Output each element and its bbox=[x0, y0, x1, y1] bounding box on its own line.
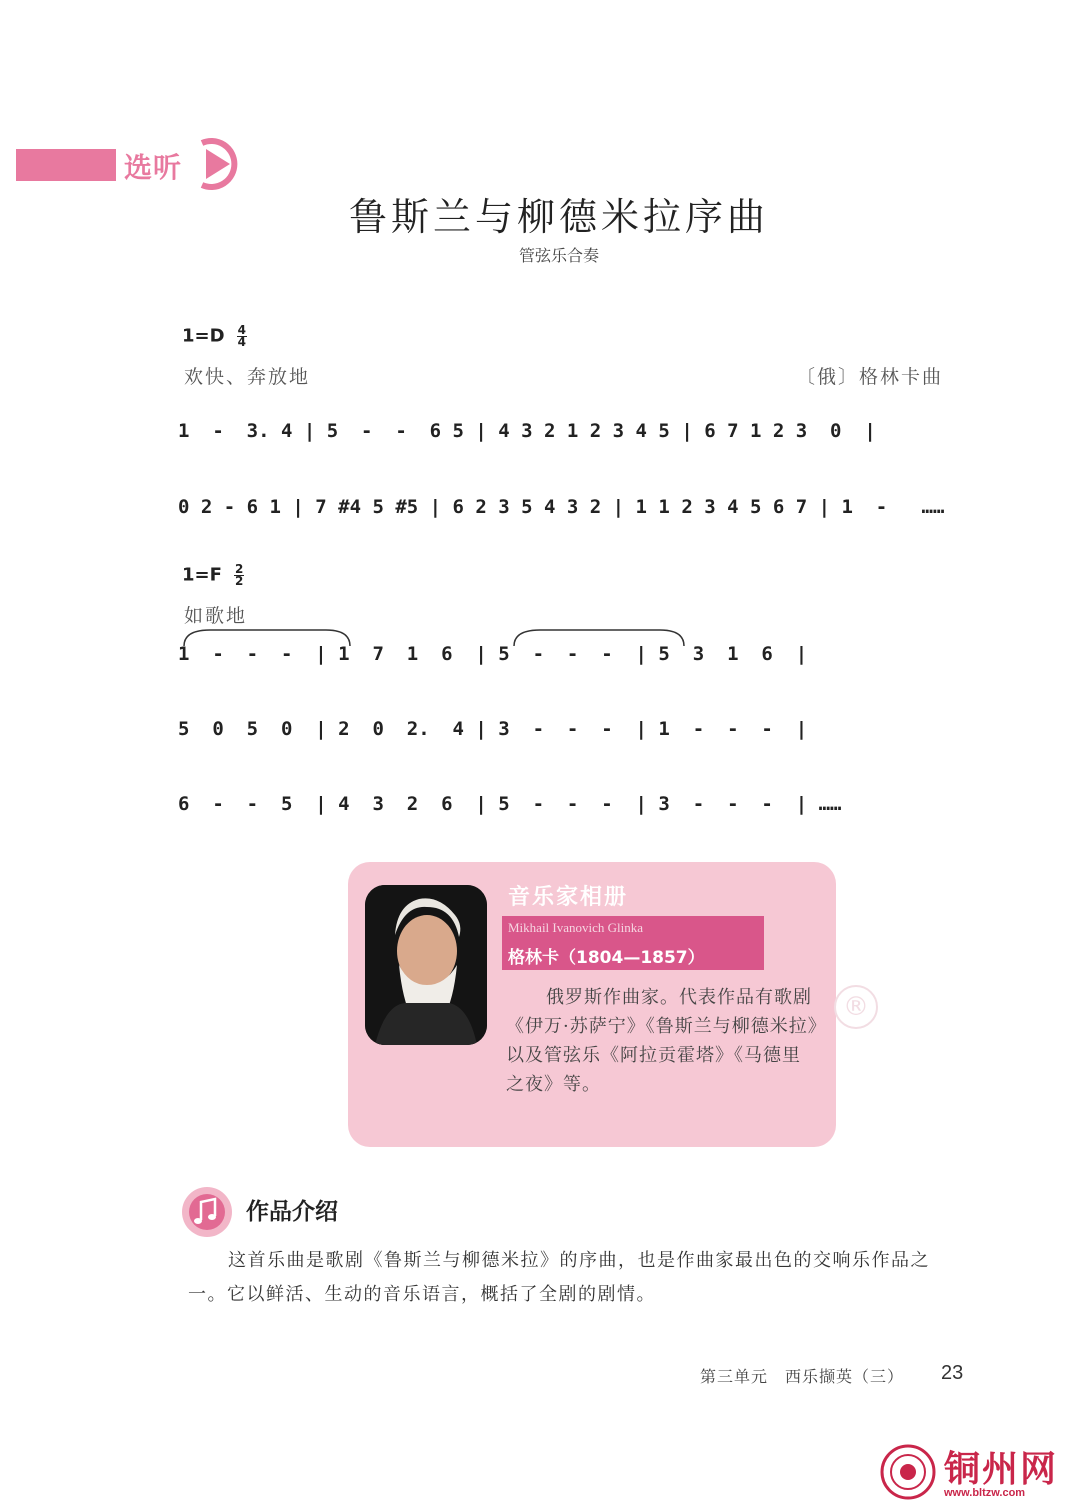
score-line-2: 0 2 - 6 1 | 7 #4 5 #5 | 6 2 3 5 4 3 2 | 1 1 2 3 4 5 6 7 | 1 - …… bbox=[178, 496, 945, 518]
tempo-marking-2: 如歌地 bbox=[184, 605, 248, 627]
key-signature-2: 1=F $\frac{2}{2}$ bbox=[182, 562, 244, 588]
composer-name-dates: 格林卡（1804—1857） bbox=[508, 948, 705, 968]
composer-portrait bbox=[365, 885, 487, 1045]
music-note-icon bbox=[181, 1186, 233, 1238]
card-title: 音乐家相册 bbox=[508, 885, 629, 910]
score-line-3: 1 - - - | 1 7 1 6 | 5 - - - | 5 3 1 6 | bbox=[178, 643, 808, 665]
intro-heading: 作品介绍 bbox=[246, 1199, 338, 1225]
tempo-marking-1: 欢快、奔放地 bbox=[184, 366, 311, 388]
score-line-1: 1 - 3. 4 | 5 - - 6 5 | 4 3 2 1 2 3 4 5 | 6 7 1 2 3 0 | bbox=[178, 420, 876, 442]
page-subtitle: 管弦乐合奏 bbox=[518, 246, 599, 265]
composer-credit: 〔俄〕格林卡曲 bbox=[796, 366, 944, 388]
registered-mark-icon: ® bbox=[834, 985, 878, 1029]
unit-label: 第三单元 西乐撷英（三） bbox=[700, 1367, 905, 1386]
page-title: 鲁斯兰与柳德米拉序曲 bbox=[348, 195, 769, 239]
intro-body: 这首乐曲是歌剧《鲁斯兰与柳德米拉》的序曲，也是作曲家最出色的交响乐作品之一。它以鲜活、生动的音乐语言，概括了全剧的剧情。 bbox=[188, 1250, 930, 1305]
composer-bio: 俄罗斯作曲家。代表作品有歌剧《伊万·苏萨宁》《鲁斯兰与柳德米拉》以及管弦乐《阿拉贡霍塔》《马德里之夜》等。 bbox=[506, 987, 818, 1095]
watermark-site-name: 铜州网 bbox=[944, 1448, 1059, 1490]
section-tag-label: 选听 bbox=[124, 151, 183, 184]
page-number: 23 bbox=[941, 1362, 964, 1384]
watermark-url: www.bltzw.com bbox=[944, 1487, 1026, 1499]
score-line-5: 6 - - 5 | 4 3 2 6 | 5 - - - | 3 - - - | …… bbox=[178, 793, 842, 815]
time-signature-2: $\frac{2}{2}$ bbox=[235, 562, 244, 588]
section-tag-bar bbox=[16, 149, 116, 181]
play-icon[interactable] bbox=[196, 137, 240, 191]
time-signature-1: $\frac{4}{4}$ bbox=[237, 323, 247, 349]
composer-latin-name: Mikhail Ivanovich Glinka bbox=[508, 920, 644, 935]
score-line-4: 5 0 5 0 | 2 0 2. 4 | 3 - - - | 1 - - - | bbox=[178, 718, 808, 740]
key-signature-1: 1=D $\frac{4}{4}$ bbox=[182, 323, 247, 349]
site-logo-icon bbox=[880, 1444, 936, 1500]
